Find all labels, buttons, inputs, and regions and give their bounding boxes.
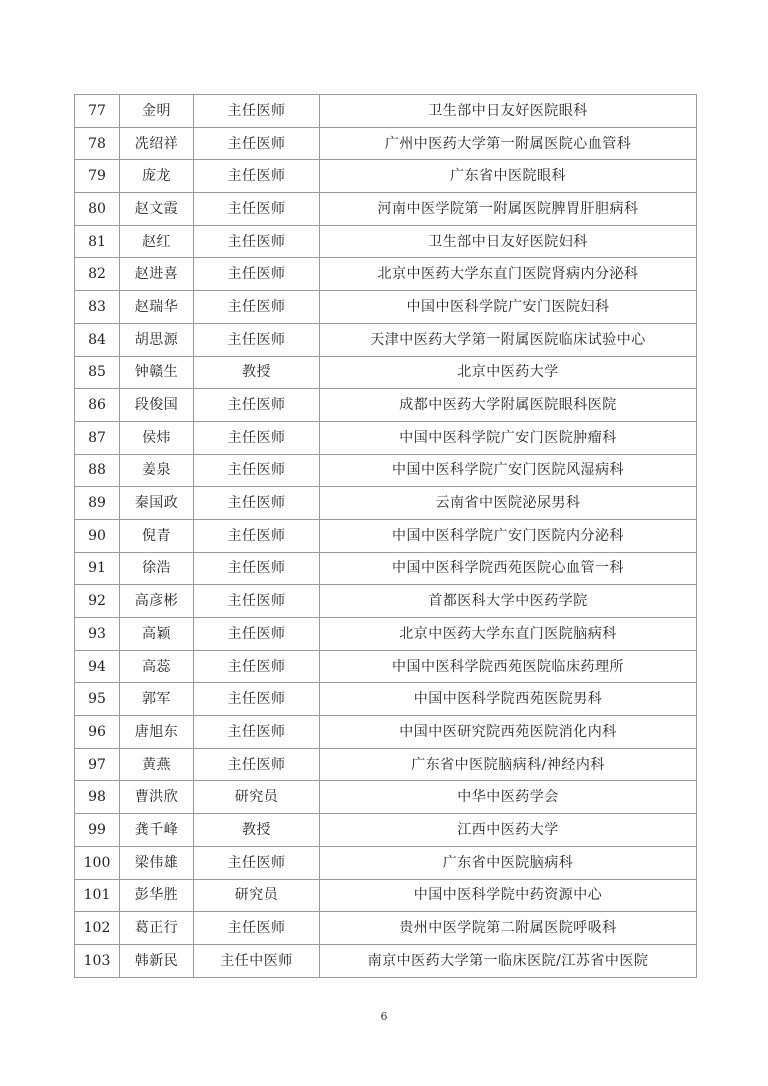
expert-name-cell: 段俊国 [120, 389, 194, 422]
table-row [75, 879, 697, 912]
row-number-cell: 77 [75, 95, 120, 128]
institution-cell: 中国中医科学院广安门医院内分泌科 [320, 519, 697, 552]
professional-title-cell: 主任医师 [194, 291, 320, 324]
table-row [75, 683, 697, 716]
professional-title-cell: 主任医师 [194, 127, 320, 160]
institution-cell: 中国中医科学院广安门医院妇科 [320, 291, 697, 324]
professional-title-cell: 主任医师 [194, 487, 320, 520]
row-number-cell: 87 [75, 421, 120, 454]
table-row [75, 846, 697, 879]
expert-name-cell: 郭军 [120, 683, 194, 716]
row-number-cell: 101 [75, 879, 120, 912]
professional-title-cell: 主任医师 [194, 193, 320, 226]
expert-list-table [74, 94, 697, 978]
row-number-cell: 82 [75, 258, 120, 291]
institution-cell: 北京中医药大学东直门医院脑病科 [320, 618, 697, 651]
row-number-cell: 96 [75, 716, 120, 749]
table-row [75, 454, 697, 487]
row-number-cell: 93 [75, 618, 120, 651]
row-number-cell: 100 [75, 846, 120, 879]
row-number-cell: 78 [75, 127, 120, 160]
professional-title-cell: 研究员 [194, 879, 320, 912]
professional-title-cell: 主任医师 [194, 585, 320, 618]
institution-cell: 中国中医科学院广安门医院风湿病科 [320, 454, 697, 487]
institution-cell: 中国中医科学院中药资源中心 [320, 879, 697, 912]
expert-name-cell: 秦国政 [120, 487, 194, 520]
table-row [75, 585, 697, 618]
institution-cell: 江西中医药大学 [320, 814, 697, 847]
institution-cell: 广东省中医院眼科 [320, 160, 697, 193]
table-row [75, 127, 697, 160]
table-row [75, 650, 697, 683]
professional-title-cell: 主任医师 [194, 389, 320, 422]
row-number-cell: 81 [75, 225, 120, 258]
institution-cell: 中国中医科学院西苑医院男科 [320, 683, 697, 716]
page-number: 6 [380, 1010, 388, 1023]
row-number-cell: 94 [75, 650, 120, 683]
expert-name-cell: 梁伟雄 [120, 846, 194, 879]
institution-cell: 成都中医药大学附属医院眼科医院 [320, 389, 697, 422]
table-row [75, 356, 697, 389]
row-number-cell: 102 [75, 912, 120, 945]
expert-name-cell: 钟赣生 [120, 356, 194, 389]
expert-name-cell: 高彦彬 [120, 585, 194, 618]
institution-cell: 中国中医科学院西苑医院临床药理所 [320, 650, 697, 683]
table-row [75, 748, 697, 781]
expert-name-cell: 倪青 [120, 519, 194, 552]
professional-title-cell: 主任医师 [194, 258, 320, 291]
expert-name-cell: 赵文霞 [120, 193, 194, 226]
table-body [75, 95, 697, 978]
table-row [75, 225, 697, 258]
professional-title-cell: 主任医师 [194, 748, 320, 781]
row-number-cell: 89 [75, 487, 120, 520]
table-row [75, 781, 697, 814]
professional-title-cell: 研究员 [194, 781, 320, 814]
expert-name-cell: 葛正行 [120, 912, 194, 945]
institution-cell: 卫生部中日友好医院眼科 [320, 95, 697, 128]
row-number-cell: 86 [75, 389, 120, 422]
expert-name-cell: 黄燕 [120, 748, 194, 781]
row-number-cell: 88 [75, 454, 120, 487]
institution-cell: 天津中医药大学第一附属医院临床试验中心 [320, 323, 697, 356]
expert-name-cell: 冼绍祥 [120, 127, 194, 160]
expert-name-cell: 龚千峰 [120, 814, 194, 847]
institution-cell: 北京中医药大学 [320, 356, 697, 389]
table-row [75, 389, 697, 422]
row-number-cell: 79 [75, 160, 120, 193]
table-row [75, 618, 697, 651]
expert-name-cell: 胡思源 [120, 323, 194, 356]
professional-title-cell: 主任医师 [194, 846, 320, 879]
institution-cell: 广东省中医院脑病科/神经内科 [320, 748, 697, 781]
expert-name-cell: 赵瑞华 [120, 291, 194, 324]
table-row [75, 323, 697, 356]
professional-title-cell: 主任医师 [194, 95, 320, 128]
professional-title-cell: 主任医师 [194, 225, 320, 258]
expert-name-cell: 赵红 [120, 225, 194, 258]
row-number-cell: 83 [75, 291, 120, 324]
institution-cell: 中华中医药学会 [320, 781, 697, 814]
institution-cell: 广州中医药大学第一附属医院心血管科 [320, 127, 697, 160]
expert-name-cell: 姜泉 [120, 454, 194, 487]
professional-title-cell: 主任医师 [194, 454, 320, 487]
professional-title-cell: 教授 [194, 356, 320, 389]
professional-title-cell: 主任医师 [194, 618, 320, 651]
professional-title-cell: 主任医师 [194, 519, 320, 552]
table-row [75, 487, 697, 520]
expert-name-cell: 赵进喜 [120, 258, 194, 291]
institution-cell: 北京中医药大学东直门医院肾病内分泌科 [320, 258, 697, 291]
professional-title-cell: 主任医师 [194, 716, 320, 749]
table-row [75, 160, 697, 193]
row-number-cell: 92 [75, 585, 120, 618]
institution-cell: 南京中医药大学第一临床医院/江苏省中医院 [320, 944, 697, 977]
table-row [75, 95, 697, 128]
row-number-cell: 91 [75, 552, 120, 585]
professional-title-cell: 主任医师 [194, 683, 320, 716]
expert-name-cell: 彭华胜 [120, 879, 194, 912]
expert-name-cell: 金明 [120, 95, 194, 128]
institution-cell: 中国中医科学院广安门医院肿瘤科 [320, 421, 697, 454]
expert-name-cell: 唐旭东 [120, 716, 194, 749]
table-row [75, 912, 697, 945]
institution-cell: 河南中医学院第一附属医院脾胃肝胆病科 [320, 193, 697, 226]
row-number-cell: 95 [75, 683, 120, 716]
institution-cell: 广东省中医院脑病科 [320, 846, 697, 879]
institution-cell: 首都医科大学中医药学院 [320, 585, 697, 618]
expert-name-cell: 庞龙 [120, 160, 194, 193]
professional-title-cell: 主任医师 [194, 552, 320, 585]
professional-title-cell: 主任医师 [194, 323, 320, 356]
expert-name-cell: 高蕊 [120, 650, 194, 683]
expert-name-cell: 侯炜 [120, 421, 194, 454]
table-row [75, 193, 697, 226]
institution-cell: 卫生部中日友好医院妇科 [320, 225, 697, 258]
table-row [75, 421, 697, 454]
table-row [75, 716, 697, 749]
expert-name-cell: 高颖 [120, 618, 194, 651]
table-row [75, 519, 697, 552]
professional-title-cell: 主任医师 [194, 650, 320, 683]
row-number-cell: 97 [75, 748, 120, 781]
table-row [75, 291, 697, 324]
row-number-cell: 90 [75, 519, 120, 552]
expert-name-cell: 曹洪欣 [120, 781, 194, 814]
table-row [75, 552, 697, 585]
table-row [75, 814, 697, 847]
professional-title-cell: 主任医师 [194, 912, 320, 945]
row-number-cell: 80 [75, 193, 120, 226]
institution-cell: 中国中医科学院西苑医院心血管一科 [320, 552, 697, 585]
expert-name-cell: 徐浩 [120, 552, 194, 585]
expert-name-cell: 韩新民 [120, 944, 194, 977]
institution-cell: 中国中医研究院西苑医院消化内科 [320, 716, 697, 749]
institution-cell: 贵州中医学院第二附属医院呼吸科 [320, 912, 697, 945]
row-number-cell: 103 [75, 944, 120, 977]
professional-title-cell: 主任医师 [194, 160, 320, 193]
professional-title-cell: 主任医师 [194, 421, 320, 454]
row-number-cell: 99 [75, 814, 120, 847]
professional-title-cell: 教授 [194, 814, 320, 847]
row-number-cell: 84 [75, 323, 120, 356]
institution-cell: 云南省中医院泌尿男科 [320, 487, 697, 520]
row-number-cell: 85 [75, 356, 120, 389]
table-row [75, 258, 697, 291]
professional-title-cell: 主任中医师 [194, 944, 320, 977]
row-number-cell: 98 [75, 781, 120, 814]
table-row [75, 944, 697, 977]
